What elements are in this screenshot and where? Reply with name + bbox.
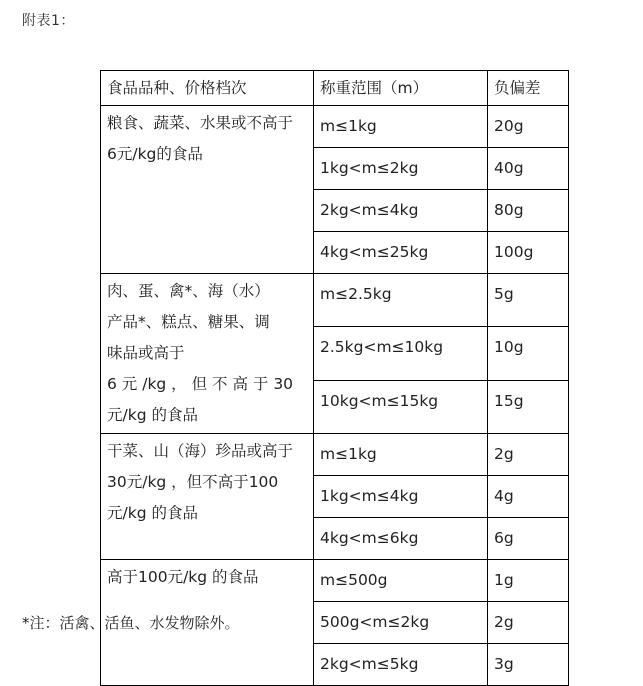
range-cell: m≤2.5kg [314,274,488,327]
range-cell: m≤500g [314,560,488,602]
category-line: 味品或高于 [107,344,185,362]
category-line: 6 元 /kg ， 但 不 高 于 30 [107,375,294,393]
deviation-cell: 3g [488,644,569,686]
category-line: 干菜、山（海）珍品或高于 [107,442,294,460]
category-line: 元/kg 的食品 [107,504,198,522]
deviation-cell: 2g [488,602,569,644]
table-row [101,434,569,476]
deviation-cell: 2g [488,434,569,476]
table-row [101,274,569,327]
category-cell [101,434,314,560]
category-line: 元/kg 的食品 [107,406,198,424]
column-header-category: 食品品种、价格档次 [101,71,314,106]
range-cell: 4kg<m≤25kg [314,232,488,274]
tolerance-table [100,70,569,686]
footnote: *注：活禽、活鱼、水发物除外。 [22,614,240,632]
column-header-deviation: 负偏差 [488,71,569,106]
deviation-cell: 100g [488,232,569,274]
range-cell: m≤1kg [314,106,488,148]
range-cell: 1kg<m≤2kg [314,148,488,190]
range-cell: 2kg<m≤4kg [314,190,488,232]
table-header-row [101,71,569,106]
category-line: 6元/kg的食品 [107,145,203,163]
range-cell: 4kg<m≤6kg [314,518,488,560]
deviation-cell: 4g [488,476,569,518]
deviation-cell: 15g [488,380,569,433]
range-cell: 1kg<m≤4kg [314,476,488,518]
range-cell: 500g<m≤2kg [314,602,488,644]
table-row [101,560,569,602]
category-line: 高于100元/kg 的食品 [107,568,259,586]
deviation-cell: 10g [488,327,569,380]
category-line: 30元/kg ，但不高于100 [107,473,279,491]
table-row [101,106,569,148]
category-cell [101,274,314,434]
column-header-range: 称重范围（m） [314,71,488,106]
deviation-cell: 80g [488,190,569,232]
deviation-cell: 20g [488,106,569,148]
deviation-cell: 5g [488,274,569,327]
category-line: 粮食、蔬菜、水果或不高于 [107,114,294,132]
deviation-cell: 40g [488,148,569,190]
range-cell: 2kg<m≤5kg [314,644,488,686]
category-line: 产品*、糕点、糖果、调 [107,313,270,331]
page-heading: 附表1： [22,13,75,29]
deviation-cell: 1g [488,560,569,602]
deviation-cell: 6g [488,518,569,560]
range-cell: m≤1kg [314,434,488,476]
category-cell [101,106,314,274]
category-line: 肉、蛋、禽*、海（水） [107,282,270,300]
range-cell: 2.5kg<m≤10kg [314,327,488,380]
range-cell: 10kg<m≤15kg [314,380,488,433]
